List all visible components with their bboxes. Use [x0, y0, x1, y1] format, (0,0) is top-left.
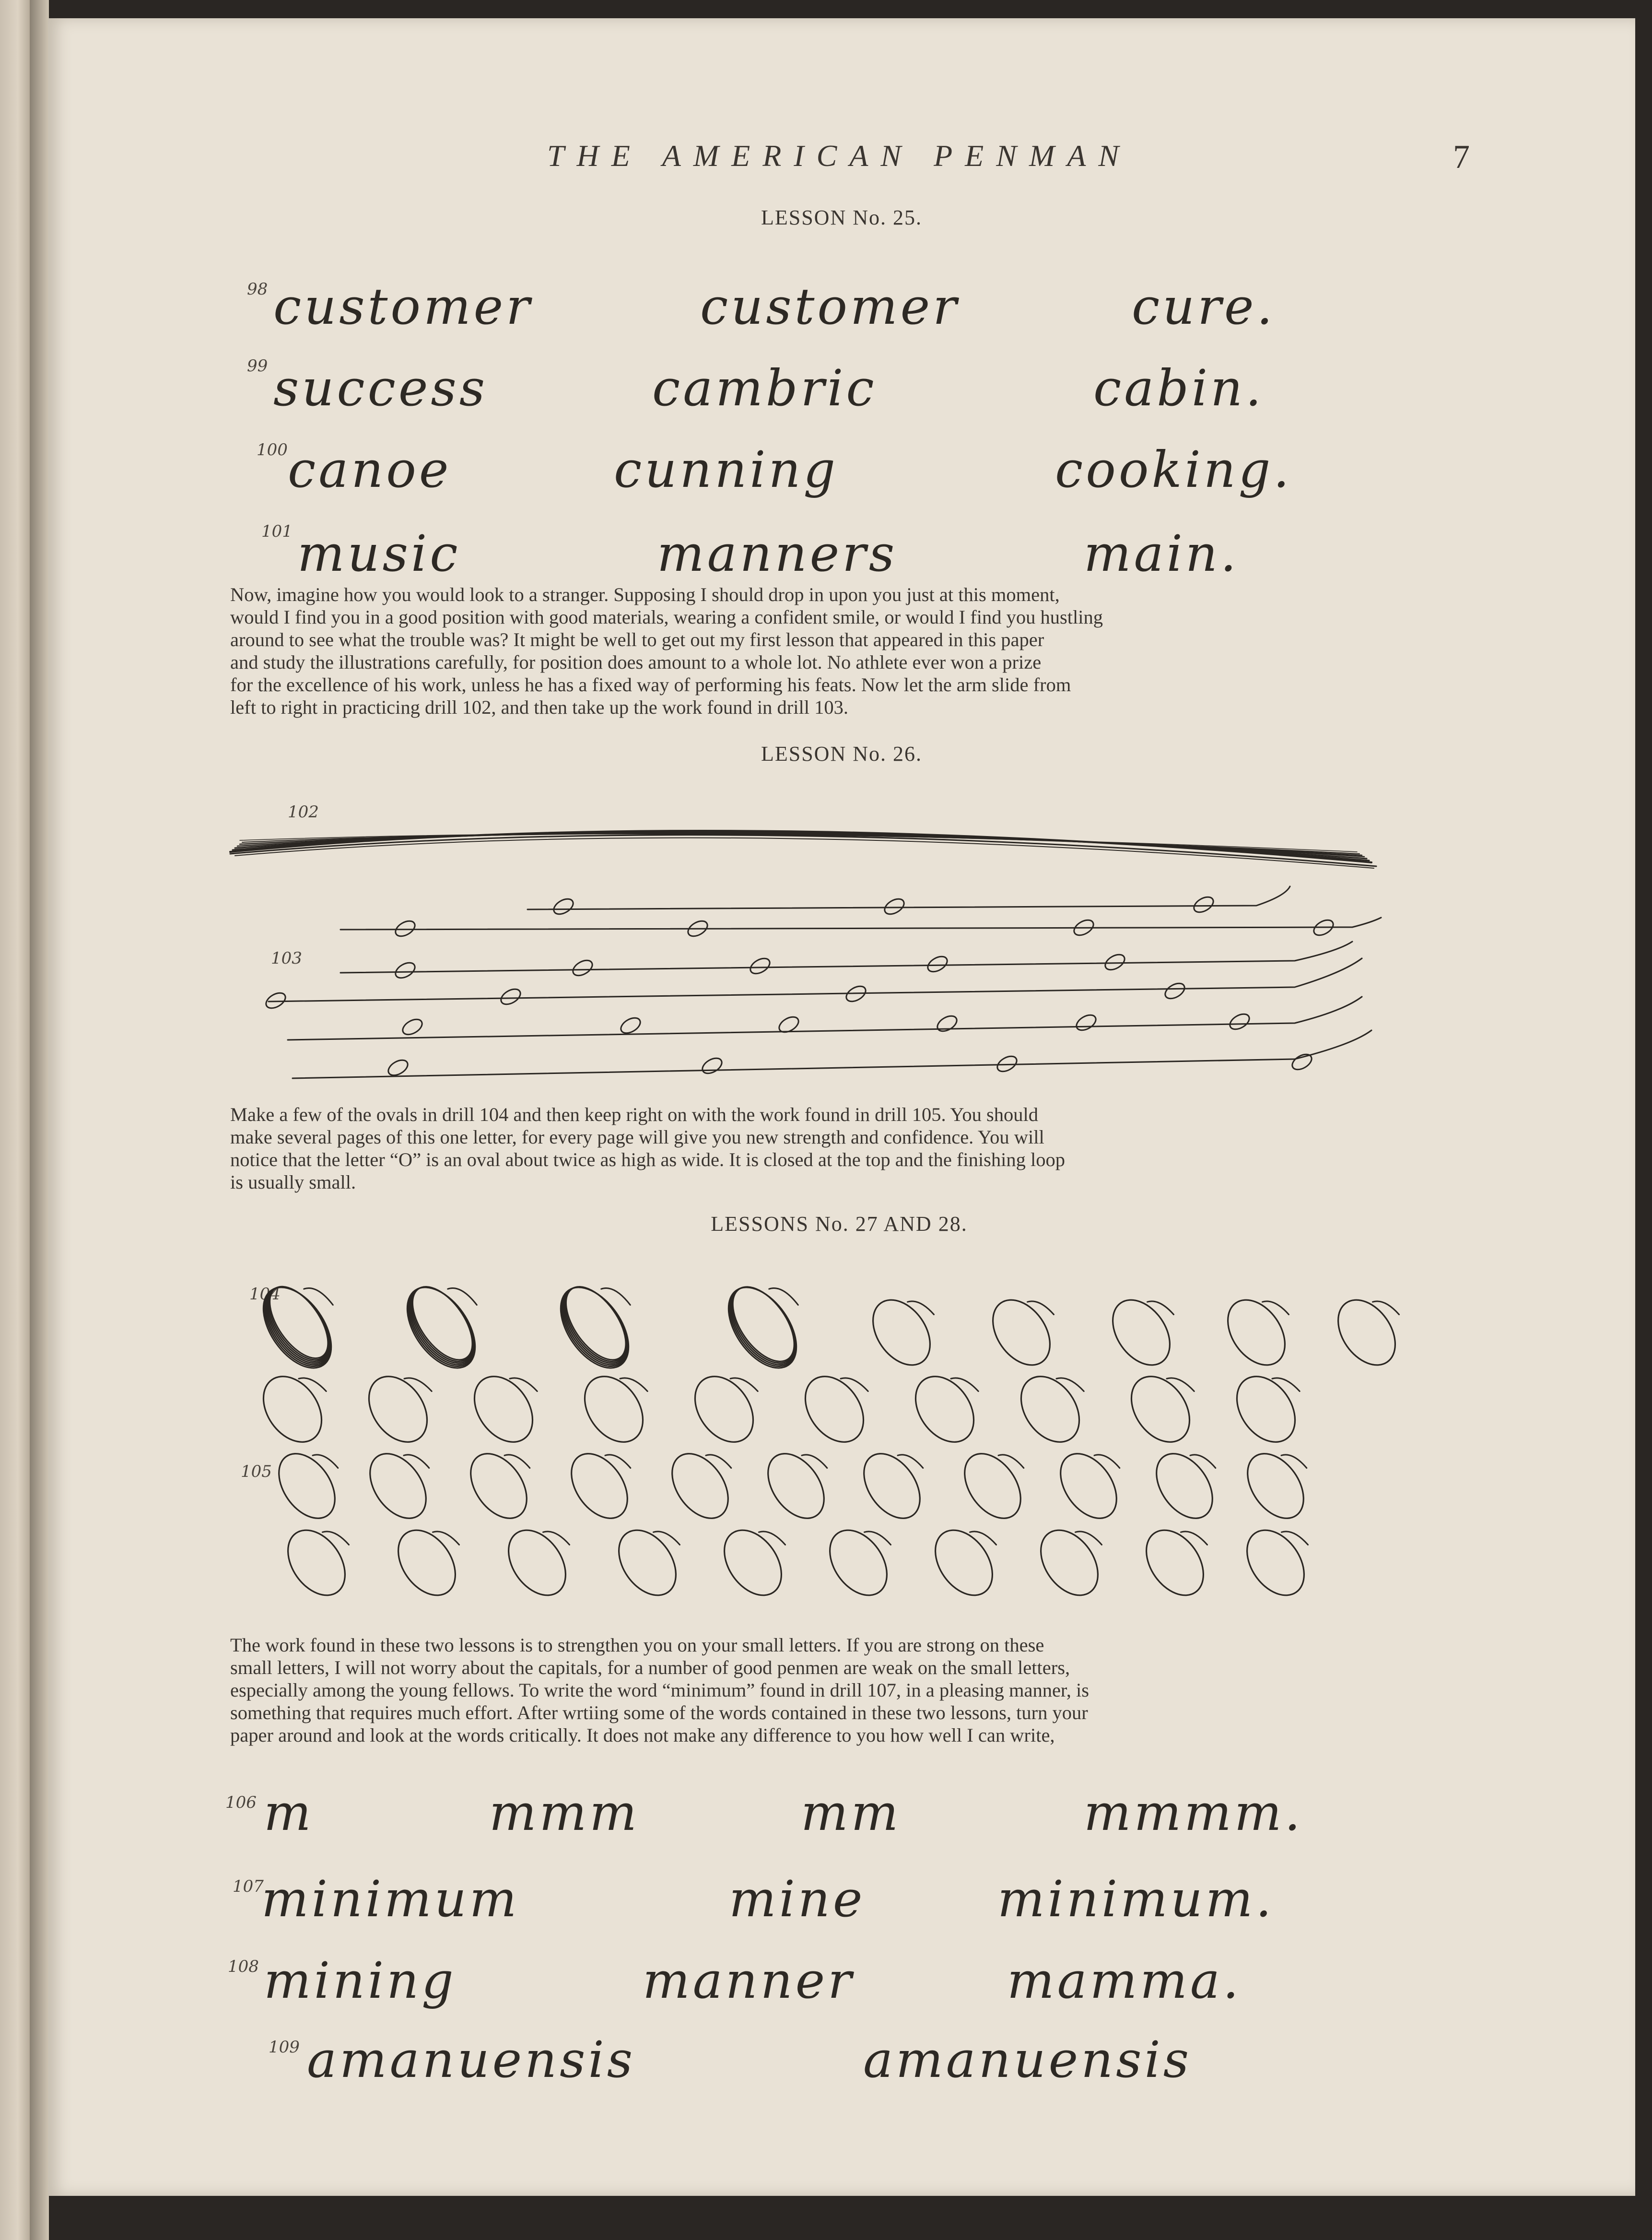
text-line: paper around and look at the words critically. It does not make any difference to you how well I can write,: [230, 1724, 1055, 1746]
text-line: left to right in practicing drill 102, and then take up the work found in drill 103.: [230, 696, 848, 718]
script-word: minimum: [261, 1870, 520, 1928]
script-word: success: [273, 359, 488, 417]
text-line: The work found in these two lessons is to strengthen you on your small letters. If you are strong on these: [230, 1634, 1044, 1656]
running-header: THE AMERICAN PENMAN: [547, 139, 1132, 173]
capital-o-oval: [1009, 1366, 1091, 1453]
script-word: cooking.: [1055, 440, 1292, 499]
script-word: amanuensis: [863, 2030, 1192, 2089]
capital-o-oval: [661, 1443, 740, 1529]
drill-number-102: 102: [288, 802, 319, 822]
capital-o-oval: [607, 1520, 688, 1606]
script-word: amanuensis: [307, 2030, 636, 2089]
book-gutter: [30, 0, 49, 2240]
capital-o-oval: [560, 1443, 639, 1529]
script-word: canoe: [288, 440, 452, 499]
capital-o-oval: [1145, 1443, 1224, 1529]
text-line: Make a few of the ovals in drill 104 and then keep right on with the work found in drill 105. You should: [230, 1104, 1039, 1125]
capital-o-oval: [853, 1443, 932, 1529]
script-word: mine: [729, 1870, 866, 1928]
drill-number-107: 107: [233, 1877, 264, 1896]
capital-o-oval: [251, 1366, 333, 1453]
capital-o-oval: [818, 1520, 899, 1606]
capital-o-oval: [683, 1366, 765, 1453]
capital-o-oval: [715, 1275, 810, 1380]
script-word: mmmm.: [1084, 1783, 1303, 1842]
text-line: make several pages of this one letter, for every page will give you new strength and confidence. You will: [230, 1126, 1044, 1148]
text-line: for the excellence of his work, unless he has a fixed way of performing his feats. Now let the arm slide from: [230, 674, 1071, 696]
drill-number-109: 109: [269, 2038, 300, 2057]
script-word: music: [297, 524, 461, 583]
script-word: mamma.: [1007, 1951, 1242, 2010]
capital-o-oval: [924, 1520, 1004, 1606]
capital-o-oval: [249, 1275, 345, 1380]
capital-o-oval: [757, 1443, 836, 1529]
capital-o-oval: [547, 1275, 642, 1380]
script-word: customer: [700, 277, 960, 336]
script-word: mining: [264, 1951, 457, 2010]
capital-o-oval: [1101, 1289, 1182, 1376]
capital-o-oval: [462, 1366, 544, 1453]
drill-number-100: 100: [257, 440, 288, 460]
text-line: Now, imagine how you would look to a stranger. Supposing I should drop in upon you just at this moment,: [230, 584, 1060, 605]
drill-number-106: 106: [225, 1793, 257, 1812]
script-word: cure.: [1132, 277, 1276, 336]
drill-number-104: 104: [249, 1285, 281, 1304]
capital-o-oval: [1216, 1289, 1297, 1376]
capital-o-oval: [713, 1520, 793, 1606]
script-word: mm: [801, 1783, 902, 1842]
script-word: minimum.: [997, 1870, 1275, 1928]
text-line: especially among the young fellows. To write the word “minimum” found in drill 107, in a pleasing manner, is: [230, 1679, 1090, 1701]
text-line: around to see what the trouble was? It might be well to get out my first lesson that appeared in this paper: [230, 629, 1044, 650]
text-line: and study the illustrations carefully, for position does amount to a whole lot. No athlete ever won a prize: [230, 651, 1042, 673]
capital-o-oval: [1049, 1443, 1128, 1529]
capital-o-oval: [393, 1275, 489, 1380]
text-line: would I find you in a good position with good materials, wearing a confident smile, or would I find you hustling: [230, 606, 1103, 628]
capital-o-oval: [268, 1443, 347, 1529]
lessons-27-28-heading: LESSONS No. 27 AND 28.: [711, 1212, 968, 1236]
drill-number-105: 105: [241, 1462, 272, 1481]
drill-number-108: 108: [228, 1957, 259, 1976]
capital-o-oval: [953, 1443, 1032, 1529]
capital-o-oval: [357, 1366, 439, 1453]
facing-page-edge: [0, 0, 30, 2240]
script-word: mmm: [489, 1783, 640, 1842]
capital-o-oval: [1029, 1520, 1110, 1606]
capital-o-oval: [793, 1366, 875, 1453]
text-line: something that requires much effort. After wrtiing some of the words contained in these two lessons, turn your: [230, 1702, 1088, 1723]
text-line: is usually small.: [230, 1171, 356, 1193]
capital-o-oval: [387, 1520, 467, 1606]
capital-o-oval: [861, 1289, 942, 1376]
capital-o-oval: [1225, 1366, 1307, 1453]
text-line: small letters, I will not worry about the capitals, for a number of good penmen are weak on the small letters,: [230, 1657, 1070, 1678]
lesson-26-heading: LESSON No. 26.: [761, 742, 923, 766]
script-word: cabin.: [1093, 359, 1265, 417]
capital-o-oval: [497, 1520, 577, 1606]
script-word: customer: [273, 277, 533, 336]
capital-o-oval: [1235, 1520, 1316, 1606]
page-number: 7: [1453, 139, 1470, 176]
capital-o-oval: [1236, 1443, 1315, 1529]
script-word: main.: [1084, 524, 1239, 583]
book-page: [48, 18, 1635, 2196]
script-word: manners: [657, 524, 898, 583]
script-word: cunning: [614, 440, 839, 499]
drill-104-105-capital-o-ovals: [48, 18, 1635, 2196]
capital-o-oval: [573, 1366, 655, 1453]
script-word: m: [264, 1783, 314, 1842]
capital-o-oval: [1119, 1366, 1201, 1453]
drill-number-98: 98: [247, 280, 268, 299]
capital-o-oval: [459, 1443, 539, 1529]
drill-number-99: 99: [247, 356, 268, 376]
capital-o-oval: [1326, 1289, 1407, 1376]
capital-o-oval: [359, 1443, 438, 1529]
text-line: notice that the letter “O” is an oval about twice as high as wide. It is closed at the top and the finishing loop: [230, 1149, 1066, 1170]
capital-o-oval: [981, 1289, 1062, 1376]
paragraph-lessons-27-28: [230, 1634, 1477, 1746]
capital-o-oval: [1135, 1520, 1215, 1606]
script-word: cambric: [652, 359, 877, 417]
capital-o-oval: [903, 1366, 985, 1453]
script-word: manner: [643, 1951, 855, 2010]
drill-number-101: 101: [261, 522, 293, 541]
lesson-25-heading: LESSON No. 25.: [761, 206, 923, 229]
capital-o-oval: [276, 1520, 357, 1606]
drill-number-103: 103: [271, 949, 302, 968]
